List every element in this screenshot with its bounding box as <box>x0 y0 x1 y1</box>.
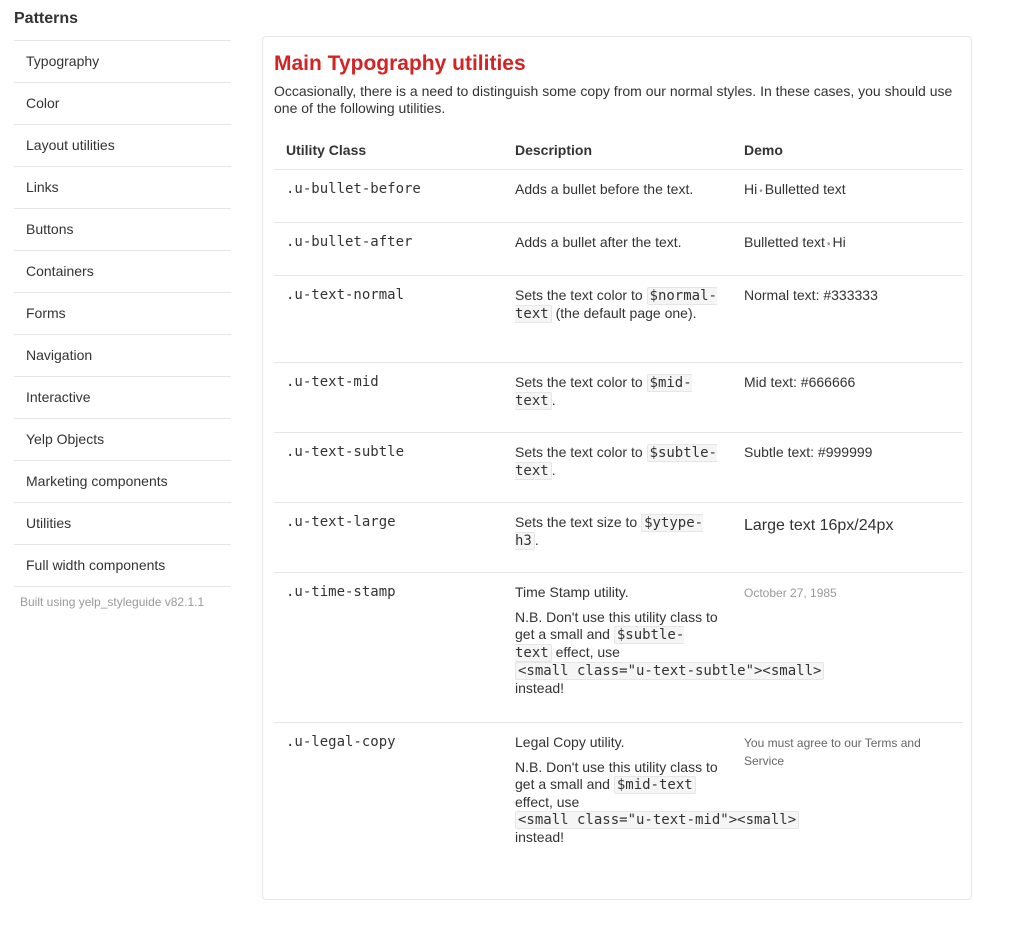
table-row <box>274 223 963 276</box>
code-snippet: $mid-text <box>515 375 692 409</box>
description-text: N.B. Don't use this utility class to get a small and <box>515 759 718 792</box>
utility-demo <box>732 723 963 863</box>
demo-text: You must agree to our Terms and Service <box>744 736 921 768</box>
sidebar-item-interactive[interactable]: Interactive <box>14 377 231 419</box>
utility-class-name: .u-time-stamp <box>274 573 503 723</box>
sidebar-item-marketing-components[interactable]: Marketing components <box>14 461 231 503</box>
description-text: Sets the text color to <box>515 444 643 460</box>
description-text: (the default page one). <box>555 305 697 321</box>
demo-text: Bulletted text <box>744 234 825 250</box>
demo-text: Large text 16px/24px <box>744 517 894 534</box>
code-snippet: $subtle-text <box>515 445 717 479</box>
description-text: Time Stamp utility. <box>515 584 629 600</box>
utilities-table <box>274 131 963 862</box>
table-row <box>274 170 963 223</box>
table-row <box>274 363 963 433</box>
utility-class-name: .u-text-mid <box>274 363 503 433</box>
description-text: Legal Copy utility. <box>515 734 625 750</box>
header-demo: Demo <box>732 131 963 170</box>
utility-description <box>503 433 732 503</box>
sidebar-item-links[interactable]: Links <box>14 167 231 209</box>
table-row <box>274 276 963 363</box>
description-text: Sets the text color to <box>515 374 643 390</box>
utility-class-name: .u-text-subtle <box>274 433 503 503</box>
description-text: N.B. Don't use this utility class to get a small and <box>515 609 718 642</box>
code-snippet: <small class="u-text-mid"><small> <box>515 811 799 829</box>
sidebar-item-buttons[interactable]: Buttons <box>14 209 231 251</box>
demo-text: October 27, 1985 <box>744 586 837 600</box>
utility-demo: Normal text: #333333 <box>732 276 963 363</box>
description-text: . <box>534 532 539 548</box>
bullet-icon: • <box>826 239 831 250</box>
page-title: Main Typography utilities <box>274 52 526 75</box>
bullet-icon: • <box>759 186 763 197</box>
sidebar-item-navigation[interactable]: Navigation <box>14 335 231 377</box>
table-row <box>274 433 963 503</box>
sidebar-item-layout-utilities[interactable]: Layout utilities <box>14 125 231 167</box>
utility-class-name: .u-bullet-after <box>274 223 503 276</box>
utility-demo <box>732 223 963 276</box>
nav-list <box>14 40 231 587</box>
code-snippet: $subtle-text <box>515 627 685 661</box>
description-text: Sets the text size to <box>515 514 638 530</box>
description-note <box>515 759 797 846</box>
description-text: instead! <box>515 829 565 845</box>
demo-text: Hi <box>744 181 758 197</box>
code-snippet: $mid-text <box>614 776 696 794</box>
sidebar-item-full-width-components[interactable]: Full width components <box>14 545 231 587</box>
sidebar-item-typography[interactable]: Typography <box>14 41 231 83</box>
utility-description <box>503 276 732 363</box>
utility-class-name: .u-legal-copy <box>286 734 396 750</box>
sidebar-footer: Built using yelp_styleguide v82.1.1 <box>20 595 205 609</box>
utility-demo: Mid text: #666666 <box>732 363 963 433</box>
utility-class-name: .u-bullet-before <box>274 170 503 223</box>
code-snippet: $ytype-h3 <box>515 515 704 549</box>
sidebar-item-yelp-objects[interactable]: Yelp Objects <box>14 419 231 461</box>
utility-description: Adds a bullet after the text. <box>503 223 732 276</box>
table-row <box>274 573 963 723</box>
utility-description <box>503 723 797 863</box>
sidebar-item-color[interactable]: Color <box>14 83 231 125</box>
sidebar <box>14 0 231 609</box>
utility-demo <box>732 503 963 573</box>
demo-text: Bulletted text <box>764 181 846 197</box>
sidebar-title: Patterns <box>14 10 79 27</box>
description-text: . <box>551 392 556 408</box>
code-snippet: <small class="u-text-subtle"><small> <box>515 662 824 680</box>
utility-demo <box>732 170 963 223</box>
utility-class-name: .u-text-large <box>274 503 503 573</box>
sidebar-item-forms[interactable]: Forms <box>14 293 231 335</box>
description-text: effect, use <box>555 644 620 660</box>
utility-demo: Subtle text: #999999 <box>732 433 963 503</box>
table-row <box>274 503 963 573</box>
sidebar-item-utilities[interactable]: Utilities <box>14 503 231 545</box>
utility-description <box>503 363 732 433</box>
table-row <box>274 723 963 863</box>
description-text: effect, use <box>515 794 580 810</box>
utility-description: Adds a bullet before the text. <box>503 170 732 223</box>
demo-text: Hi <box>832 234 846 250</box>
sidebar-item-containers[interactable]: Containers <box>14 251 231 293</box>
description-note <box>515 609 822 697</box>
description-text: Sets the text color to <box>515 287 643 303</box>
header-description: Description <box>503 131 732 170</box>
header-utility-class: Utility Class <box>274 131 503 170</box>
utility-class-name: .u-text-normal <box>274 276 503 363</box>
content-card <box>262 36 972 900</box>
code-snippet: $normal-text <box>515 288 717 322</box>
intro-text: Occasionally, there is a need to distinguish some copy from our normal styles. In these cases, you should use one of the following utilities. <box>274 83 953 116</box>
description-text: instead! <box>515 680 565 696</box>
utility-demo <box>732 573 963 723</box>
table-header-row <box>274 131 963 170</box>
utility-description <box>503 503 732 573</box>
description-text: . <box>551 462 556 478</box>
